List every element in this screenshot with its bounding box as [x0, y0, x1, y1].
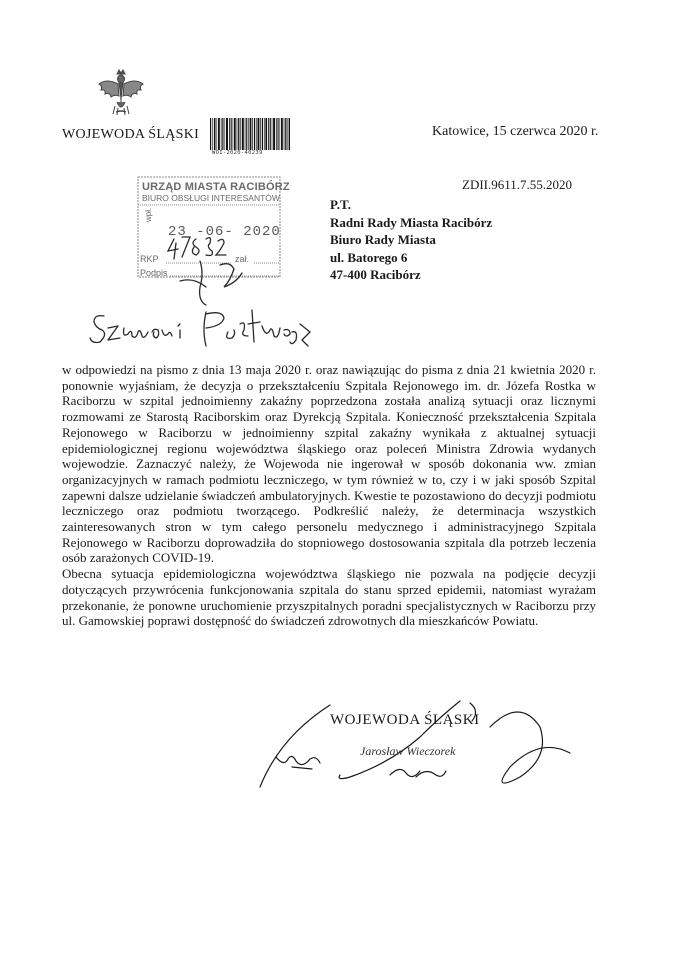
- recipient-address: [330, 196, 492, 284]
- recipient-line: ul. Batorego 6: [330, 249, 408, 265]
- eagle-emblem-icon: [95, 68, 147, 118]
- barcode-number: WOI-2020-40239: [212, 150, 263, 156]
- reference-number: ZDII.9611.7.55.2020: [462, 177, 573, 192]
- stamp-date: 23 -06- 2020: [168, 224, 281, 240]
- stamp-office-name: URZĄD MIASTA RACIBÓRZ: [142, 181, 290, 193]
- recipient-line: Biuro Rady Miasta: [330, 232, 436, 247]
- recipient-line: P.T.: [330, 197, 351, 212]
- letter-body: [62, 362, 596, 629]
- recipient-line: Radni Rady Miasta Racibórz: [330, 214, 493, 230]
- stamp-rkp-label: RKP: [140, 254, 159, 264]
- stamp-office-dept: BIURO OBSŁUGI INTERESANTÓW: [142, 193, 280, 203]
- signatory-name: Jarosław Wieczorek: [360, 744, 456, 758]
- body-paragraph: Obecna sytuacja epidemiologiczna województwa śląskiego nie pozwala na podjęcie decyzji dotyczących przywrócenia funkcjonowania szpitala do stanu sprzed epidemii, natomiast wyrażam przekonanie, że ponowne uruchomienie przyszpitalnych poradni specjalistycznych w Raciborzu przy ul. Gamowskiej poprawi dostępność do świadczeń zdrowotnych dla mieszkańców Powiatu.: [62, 566, 596, 629]
- stamp-zal-label: zał.: [235, 254, 250, 264]
- place-and-date: Katowice, 15 czerwca 2020 r.: [432, 124, 599, 139]
- body-paragraph: w odpowiedzi na pismo z dnia 13 maja 2020 r. oraz nawiązując do pisma z dnia 21 kwietnia 2020 r. ponownie wyjaśniam, że decyzja o przekształceniu Szpitala Rejonowego im. dr. Józefa Rostka w Raciborzu w szpital jednoimienny zakaźny poprzedzona została analizą sytuacji oraz licznymi rozmowami ze Starostą Raciborskim oraz Dyrekcją Szpitala. Konieczność przekształcenia Szpitala Rejonowego w Raciborzu w jednoimienny szpital zakaźny wynikała z aktualnej sytuacji epidemiologicznej regionu województwa śląskiego oraz poleceń Ministra Zdrowia wydanych wojewodzie. Zaznaczyć należy, że Wojewoda nie ingerował w sposób dokonania ww. zmian organizacyjnych w ramach podmiotu leczniczego, w tym również w to, czy i w jaki sposób Szpital zapewni dalsze udzielanie świadczeń ambulatoryjnych. Kwestie te pozostawiono do decyzji podmiotu leczniczego oraz podmiotu tworzącego. Podkreślić należy, że determinacja wszystkich zainteresowanych stron w tym całego personelu medycznego i administracyjnego Szpitala Rejonowego w Raciborzu doprowadziła do stopniowego dostosowania szpitala dla potrzeb leczenia osób zarażonych COVID-19.: [62, 362, 596, 566]
- stamp-wpl-label: wpł.: [144, 207, 153, 222]
- handwritten-salutation: [86, 302, 316, 357]
- signatory-title: WOJEWODA ŚLĄSKI: [330, 712, 480, 728]
- recipient-line: 47-400 Racibórz: [330, 267, 421, 282]
- stamp-podpis-label: Podpis: [140, 268, 168, 278]
- issuer-name: WOJEWODA ŚLĄSKI: [62, 127, 200, 142]
- document-barcode: [210, 118, 290, 150]
